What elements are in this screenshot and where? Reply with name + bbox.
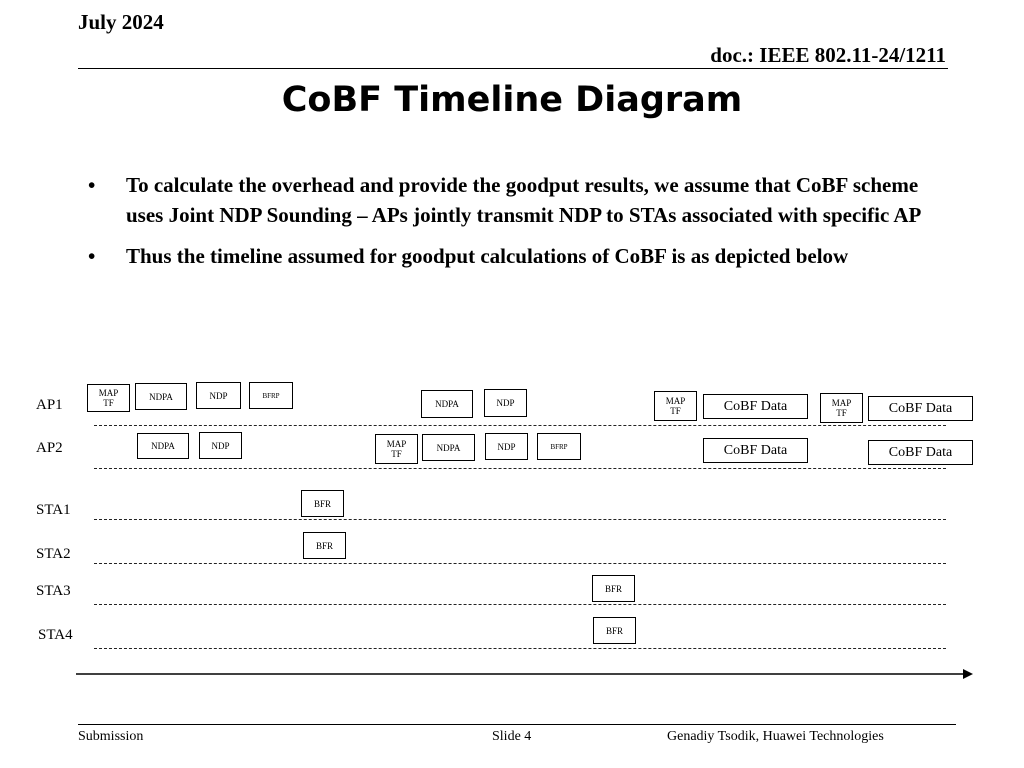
frame-ndpa: NDPA	[137, 433, 189, 459]
frame-cobf-data: CoBF Data	[703, 438, 808, 463]
frame-bfrp: BFRP	[249, 382, 293, 409]
bullet-dot: •	[88, 173, 96, 197]
lane-line-sta1	[94, 519, 946, 520]
bullet-text: Thus the timeline assumed for goodput calculations of CoBF is as depicted below	[126, 244, 849, 268]
frame-map-tf: MAP TF	[820, 393, 863, 423]
frame-ndp: NDP	[199, 432, 242, 459]
bullet-item	[88, 241, 958, 271]
frame-cobf-data: CoBF Data	[703, 394, 808, 419]
footer-submission: Submission	[78, 729, 144, 744]
frame-bfr: BFR	[593, 617, 636, 644]
row-label-ap2: AP2	[36, 440, 63, 456]
bullet-dot: •	[88, 244, 96, 268]
header-date: July 2024	[78, 10, 164, 34]
frame-bfrp: BFRP	[537, 433, 581, 460]
frame-ndpa: NDPA	[421, 390, 473, 418]
slide-title: CoBF Timeline Diagram	[281, 80, 743, 120]
time-axis-arrow	[76, 666, 976, 682]
frame-cobf-data: CoBF Data	[868, 440, 973, 465]
row-label-sta2: STA2	[36, 546, 71, 562]
frame-ndp: NDP	[196, 382, 241, 409]
frame-map-tf: MAP TF	[654, 391, 697, 421]
bullet-item	[88, 170, 958, 230]
header-doc-id: doc.: IEEE 802.11-24/1211	[710, 43, 946, 67]
bullet-text: To calculate the overhead and provide the goodput results, we assume that CoBF scheme uses Joint NDP Sounding – APs jointly transmit NDP to STAs associated with specific AP	[126, 173, 922, 227]
header-divider	[78, 68, 948, 69]
frame-ndp: NDP	[484, 389, 527, 417]
frame-map-tf: MAP TF	[87, 384, 130, 412]
frame-ndpa: NDPA	[422, 434, 475, 461]
lane-line-sta4	[94, 648, 946, 649]
lane-line-ap2	[94, 468, 946, 469]
bullet-list	[88, 170, 958, 282]
footer-divider	[78, 724, 956, 725]
frame-bfr: BFR	[303, 532, 346, 559]
row-label-sta3: STA3	[36, 583, 71, 599]
frame-map-tf: MAP TF	[375, 434, 418, 464]
lane-line-sta2	[94, 563, 946, 564]
row-label-sta1: STA1	[36, 502, 71, 518]
footer-author: Genadiy Tsodik, Huawei Technologies	[667, 729, 884, 744]
row-label-ap1: AP1	[36, 397, 63, 413]
frame-bfr: BFR	[592, 575, 635, 602]
lane-line-sta3	[94, 604, 946, 605]
frame-cobf-data: CoBF Data	[868, 396, 973, 421]
frame-ndp: NDP	[485, 433, 528, 460]
frame-ndpa: NDPA	[135, 383, 187, 410]
footer-slide-number: Slide 4	[492, 729, 532, 744]
row-label-sta4: STA4	[38, 627, 73, 643]
frame-bfr: BFR	[301, 490, 344, 517]
lane-line-ap1	[94, 425, 946, 426]
